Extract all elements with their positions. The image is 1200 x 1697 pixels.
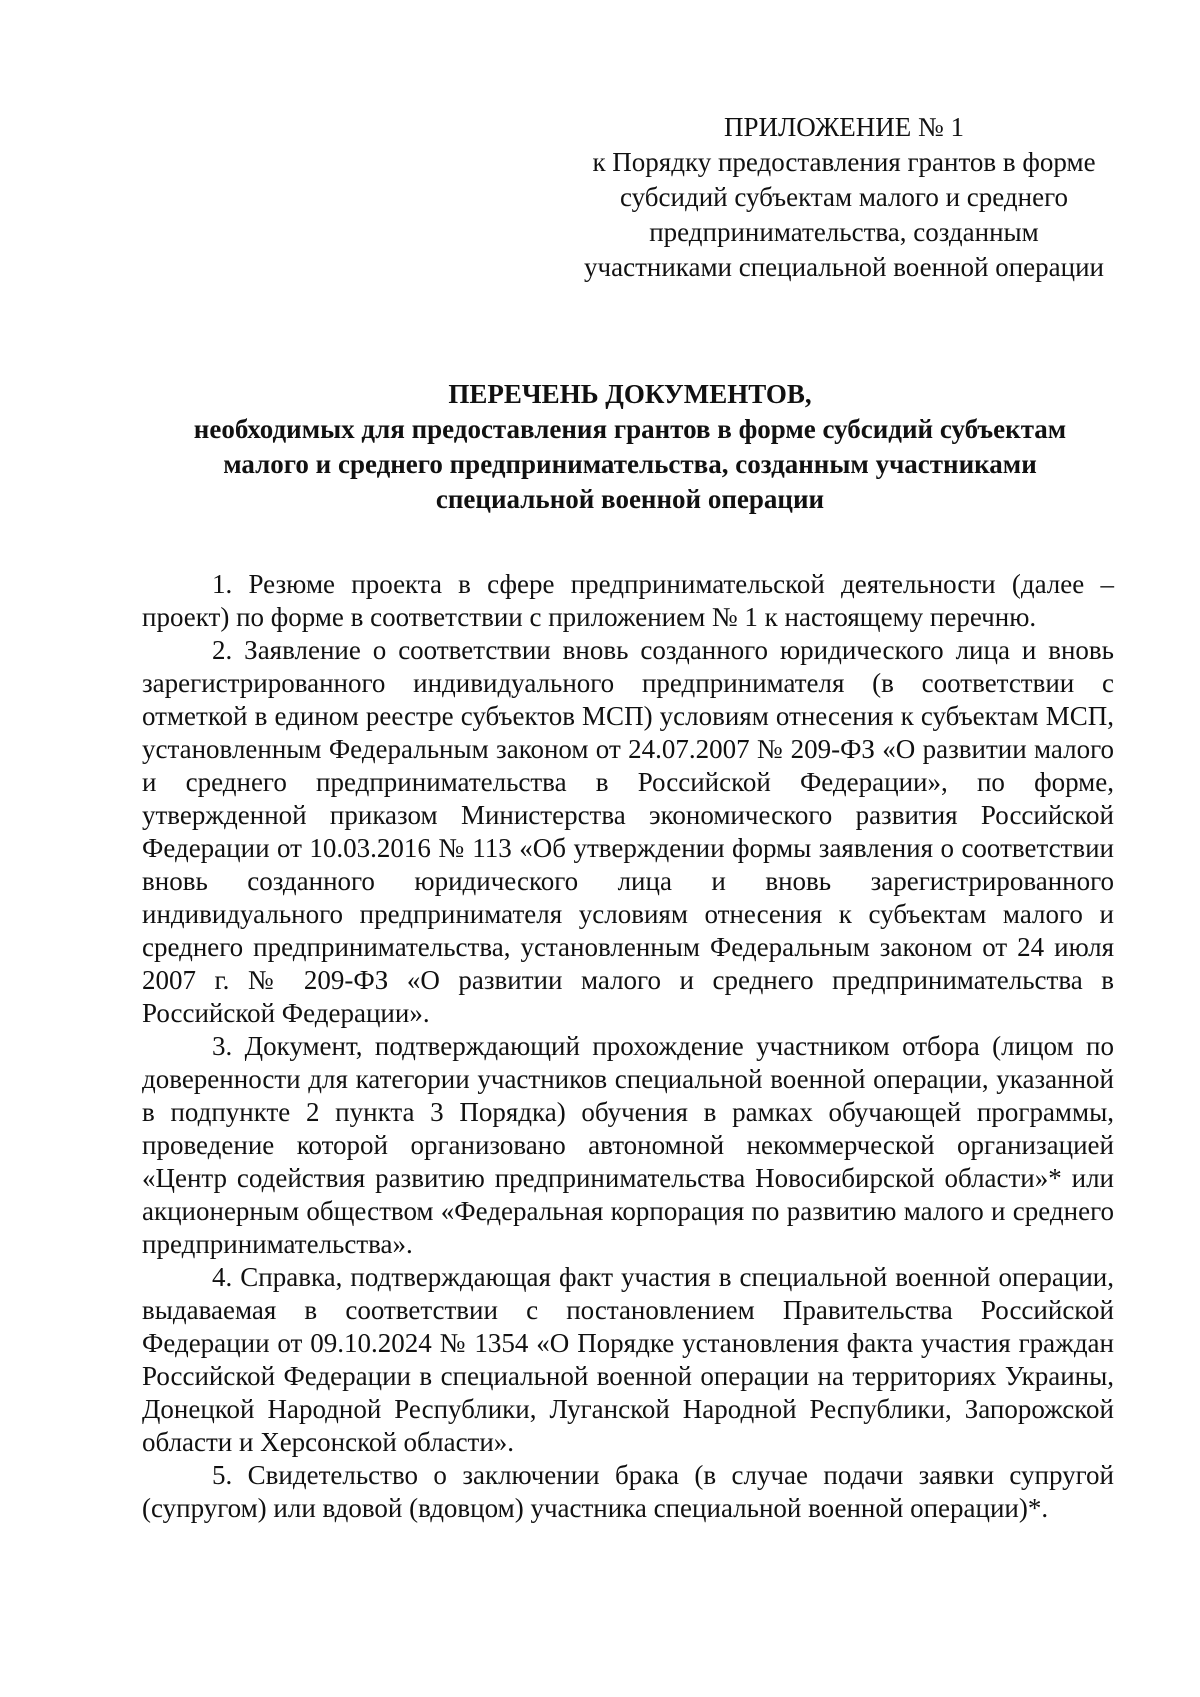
appendix-reference-line: предпринимательства, созданным xyxy=(649,217,1039,247)
document-title xyxy=(140,377,1120,517)
list-item: 5. Свидетельство о заключении брака (в случае подачи заявки супругой (супругом) или вдовой (вдовцом) участника специальной военной операции)*. xyxy=(142,1460,1114,1523)
list-item: 1. Резюме проекта в сфере предпринимательской деятельности (далее – проект) по форме в соответствии с приложением № 1 к настоящему перечню. xyxy=(142,569,1114,632)
list-item: 4. Справка, подтверждающая факт участия в специальной военной операции, выдаваемая в соответствии с постановлением Правительства Российской Федерации от 09.10.2024 № 1354 «О Порядке установления факта участия граждан Российской Федерации в специальной военной операции на территориях Украины, Донецкой Народной Республики, Луганской Народной Республики, Запорожской области и Херсонской области». xyxy=(142,1262,1114,1457)
title-heading: ПЕРЕЧЕНЬ ДОКУМЕНТОВ, xyxy=(448,379,812,409)
list-item: 2. Заявление о соответствии вновь созданного юридического лица и вновь зарегистрированного индивидуального предпринимателя (в соответствии с отметкой в едином реестре субъектов МСП) условиям отнесения к субъектам МСП, установленным Федеральным законом от 24.07.2007 № 209-ФЗ «О развитии малого и среднего предпринимательства в Российской Федерации», по форме, утвержденной приказом Министерства экономического развития Российской Федерации от 10.03.2016 № 113 «Об утверждении формы заявления о соответствии вновь созданного юридического лица и вновь зарегистрированного индивидуального предпринимателя условиям отнесения к субъектам малого и среднего предпринимательства, установленным Федеральным законом от 24 июля 2007 г. № 209-ФЗ «О развитии малого и среднего предпринимательства в Российской Федерации». xyxy=(142,635,1114,1028)
appendix-header xyxy=(574,110,1114,285)
title-subheading-line: малого и среднего предпринимательства, созданным участниками xyxy=(223,449,1037,479)
title-subheading-line: необходимых для предоставления грантов в форме субсидий субъектам xyxy=(193,414,1067,444)
appendix-reference-line: участниками специальной военной операции xyxy=(584,252,1104,282)
document-list xyxy=(142,568,1114,1525)
appendix-reference-line: субсидий субъектам малого и среднего xyxy=(620,182,1068,212)
list-item: 3. Документ, подтверждающий прохождение участником отбора (лицом по доверенности для категории участников специальной военной операции, указанной в подпункте 2 пункта 3 Порядка) обучения в рамках обучающей программы, проведение которой организовано автономной некоммерческой организацией «Центр содействия развитию предпринимательства Новосибирской области»* или акционерным обществом «Федеральная корпорация по развитию малого и среднего предпринимательства». xyxy=(142,1031,1114,1259)
appendix-reference-line: к Порядку предоставления грантов в форме xyxy=(592,147,1096,177)
title-subheading-line: специальной военной операции xyxy=(435,484,825,514)
appendix-number: ПРИЛОЖЕНИЕ № 1 xyxy=(723,112,965,142)
